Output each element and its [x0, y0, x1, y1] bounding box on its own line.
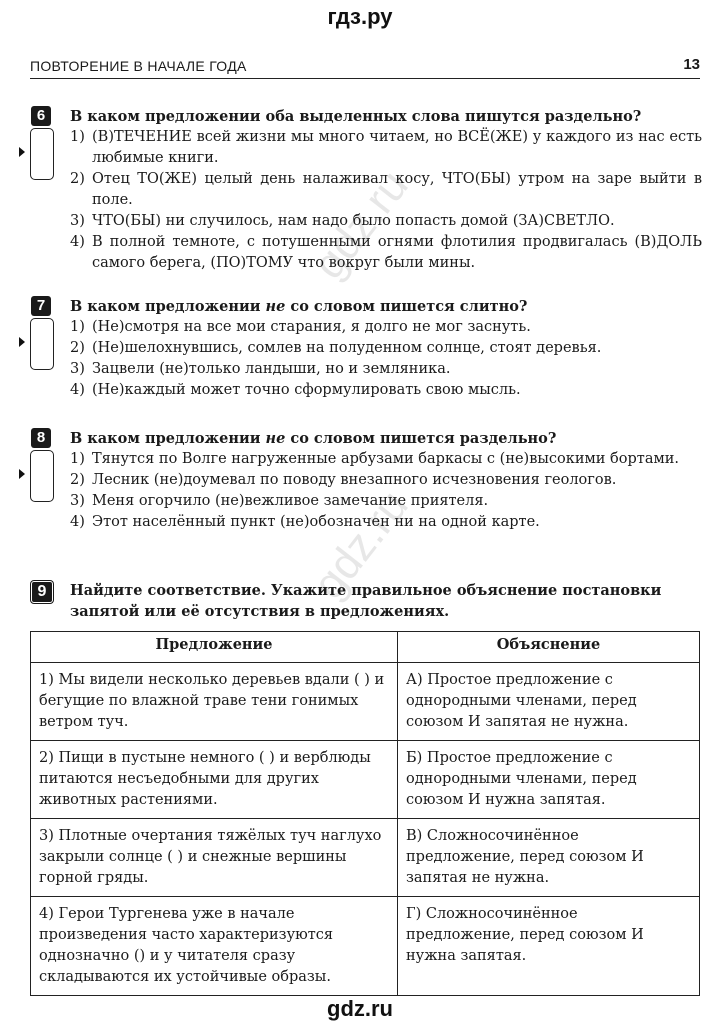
- option-text: (Не)смотря на все мои старания, я долго не мог заснуть.: [92, 319, 531, 335]
- option-text: ЧТО(БЫ) ни случилось, нам надо было попасть домой (ЗА)СВЕТЛО.: [92, 213, 615, 229]
- option-text: (Не)шелохнувшись, сомлев на полуденном солнце, стоят деревья.: [92, 340, 602, 356]
- option: [70, 338, 702, 359]
- task-9: [30, 580, 702, 622]
- option: [70, 359, 702, 380]
- options-list: [70, 317, 702, 401]
- question-text: В каком предложении оба выделенных слова пишутся раздельно?: [70, 108, 642, 125]
- task-number-badge: 8: [31, 428, 51, 448]
- option: [70, 232, 702, 274]
- option: [70, 449, 702, 470]
- page-header: [30, 56, 700, 79]
- site-logo-top: гдз.ру: [327, 4, 393, 29]
- option: [70, 317, 702, 338]
- task-number-badge: 7: [31, 296, 51, 316]
- option: [70, 380, 702, 401]
- option: [70, 127, 702, 169]
- watermark: gdz.ru: [303, 161, 418, 288]
- question-part: со словом пишется раздельно?: [285, 430, 557, 447]
- column-header-explanation: Объяснение: [398, 632, 700, 663]
- options-list: [70, 127, 702, 274]
- explanation-cell: Б) Простое предложение с однородными членами, перед союзом И нужна запятая.: [398, 741, 700, 819]
- task-number-badge: [30, 580, 54, 604]
- explanation-cell: Г) Сложносочинённое предложение, перед союзом И нужна запятая.: [398, 897, 700, 996]
- option-text: В полной темноте, с потушенными огнями флотилия продвигалась (В)ДОЛЬ самого берега, (ПО)ТОМУ что вокруг были мины.: [92, 234, 702, 271]
- table-header-row: [31, 632, 700, 663]
- question-part: В каком предложении: [70, 298, 266, 315]
- option-number: 2): [70, 171, 85, 187]
- option: [70, 491, 702, 512]
- pointer-arrow-icon: [19, 147, 25, 157]
- task-7: [30, 296, 702, 401]
- question-text: [70, 428, 702, 449]
- answer-box[interactable]: [30, 128, 54, 180]
- explanation-cell: В) Сложносочинённое предложение, перед союзом И запятая не нужна.: [398, 819, 700, 897]
- sentence-cell: 4) Герои Тургенева уже в начале произведения часто характеризуются однозначно () и у читателя сразу складываются их устойчивые образы.: [31, 897, 398, 996]
- section-title: ПОВТОРЕНИЕ В НАЧАЛЕ ГОДА: [30, 58, 247, 74]
- table-row: [31, 819, 700, 897]
- table-row: [31, 663, 700, 741]
- option-text: Зацвели (не)только ландыши, но и земляника.: [92, 361, 451, 377]
- option-number: 4): [70, 234, 85, 250]
- watermark: gdz.ru: [303, 481, 418, 608]
- option-text: Тянутся по Волге нагруженные арбузами баркасы с (не)высокими бортами.: [92, 451, 680, 467]
- option-text: (В)ТЕЧЕНИЕ всей жизни мы много читаем, но ВСЁ(ЖЕ) у каждого из нас есть любимые книги.: [92, 129, 702, 166]
- option-number: 1): [70, 319, 85, 335]
- table-row: [31, 897, 700, 996]
- pointer-arrow-icon: [19, 337, 25, 347]
- page-number: 13: [683, 56, 700, 73]
- options-list: [70, 449, 702, 533]
- site-logo-bottom: gdz.ru: [327, 996, 393, 1021]
- option-number: 4): [70, 514, 85, 530]
- task-number-badge: 6: [31, 106, 51, 126]
- sentence-cell: 1) Мы видели несколько деревьев вдали ( ) и бегущие по влажной траве тени гонимых ветром туч.: [31, 663, 398, 741]
- option-number: 1): [70, 129, 85, 145]
- option-number: 3): [70, 493, 85, 509]
- option-number: 1): [70, 451, 85, 467]
- option-text: Отец ТО(ЖЕ) целый день налаживал косу, ЧТО(БЫ) утром на заре выйти в поле.: [92, 171, 702, 208]
- task-number: 9: [31, 581, 53, 603]
- question-emphasis: не: [265, 430, 286, 447]
- sentence-cell: 2) Пищи в пустыне немного ( ) и верблюды питаются несъедобными для других животных растениями.: [31, 741, 398, 819]
- option-number: 3): [70, 213, 85, 229]
- pointer-arrow-icon: [19, 469, 25, 479]
- option-number: 3): [70, 361, 85, 377]
- question-text: [70, 296, 702, 317]
- option-number: 2): [70, 340, 85, 356]
- answer-box[interactable]: [30, 450, 54, 502]
- explanation-cell: А) Простое предложение с однородными членами, перед союзом И запятая не нужна.: [398, 663, 700, 741]
- option-number: 4): [70, 382, 85, 398]
- option: [70, 512, 702, 533]
- question-part: В каком предложении: [70, 430, 266, 447]
- answer-box[interactable]: [30, 318, 54, 370]
- matching-table: [30, 631, 700, 996]
- question-part: со словом пишется слитно?: [285, 298, 528, 315]
- sentence-cell: 3) Плотные очертания тяжёлых туч наглухо закрыли солнце ( ) и снежные вершины горной гряды.: [31, 819, 398, 897]
- option: [70, 211, 702, 232]
- option-text: Лесник (не)доумевал по поводу внезапного исчезновения геологов.: [92, 472, 617, 488]
- option-text: (Не)каждый может точно сформулировать свою мысль.: [92, 382, 521, 398]
- option: [70, 169, 702, 211]
- option: [70, 470, 702, 491]
- task-6: [30, 106, 702, 274]
- option-text: Меня огорчило (не)вежливое замечание приятеля.: [92, 493, 489, 509]
- column-header-sentence: Предложение: [31, 632, 398, 663]
- option-text: Этот населённый пункт (не)обозначен ни на одной карте.: [92, 514, 540, 530]
- task-8: [30, 428, 702, 533]
- option-number: 2): [70, 472, 85, 488]
- question-emphasis: не: [265, 298, 286, 315]
- question-text: Найдите соответствие. Укажите правильное объяснение постановки запятой или её отсутствия в предложениях.: [70, 582, 662, 620]
- table-row: [31, 741, 700, 819]
